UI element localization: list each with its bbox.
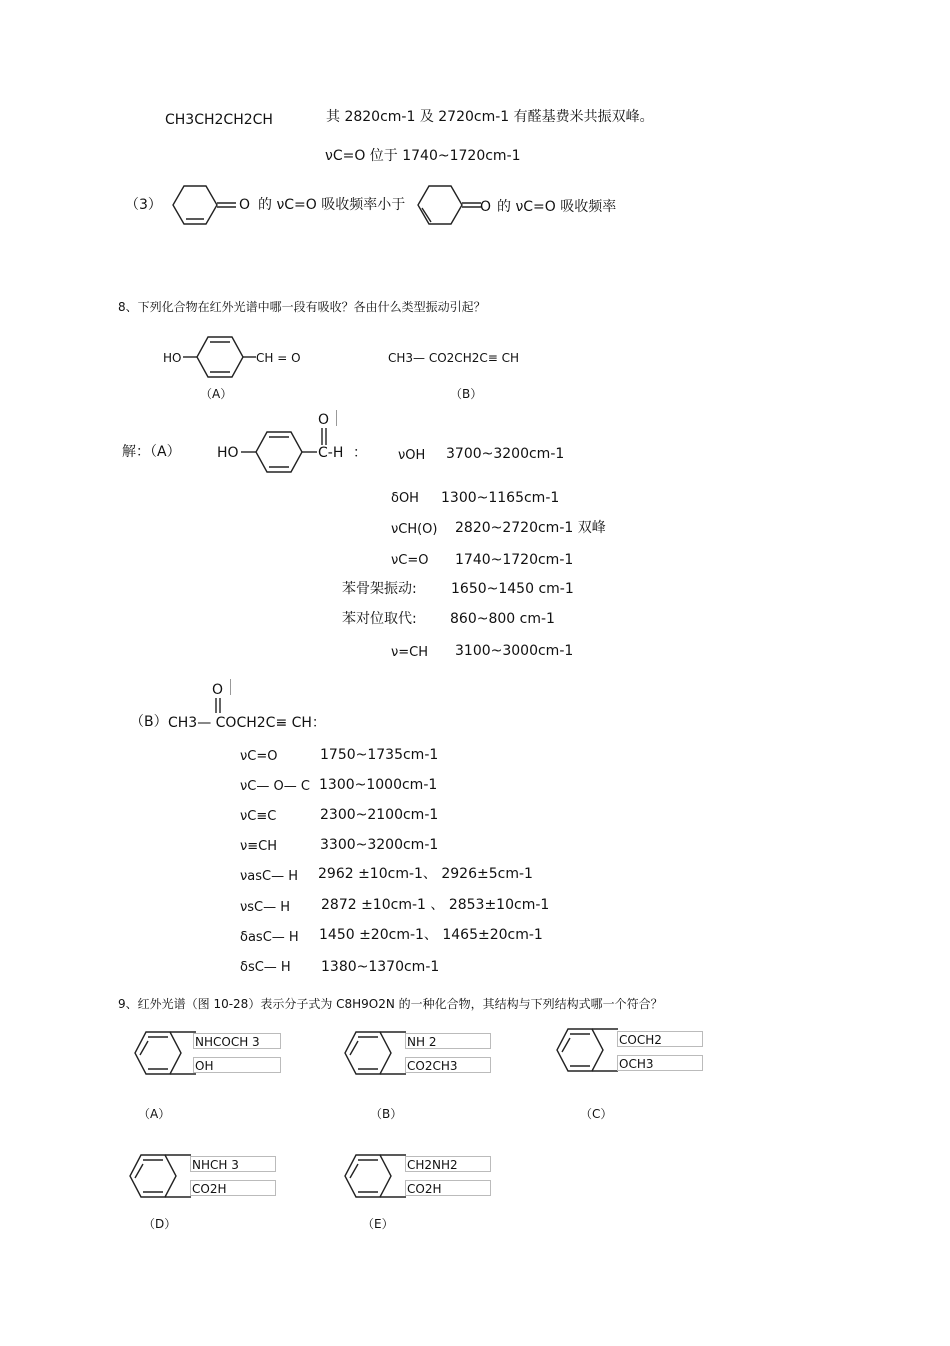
q9-a-benzene-ring [130, 1030, 198, 1080]
q3-oxygen-2: O [480, 199, 492, 215]
sol-a-row-3-name: νC=O [391, 553, 429, 568]
sol-a-colon: ： [353, 445, 367, 461]
q9-d-label: （D） [143, 1217, 177, 1231]
sol-b-formula: CH3— COCH2C≡ CH： [168, 715, 326, 731]
sol-a-row-5-value: 860~800 cm-1 [450, 611, 555, 627]
carbonyl-range-note: νC=O 位于 1740~1720cm-1 [325, 148, 521, 164]
q9-d-top-group: NHCH 3 [190, 1156, 276, 1172]
sol-b-row-3-name: ν≡CH [240, 839, 278, 854]
sol-b-row-4-value: 2962 ±10cm-1、 2926±5cm-1 [318, 866, 533, 882]
q9-e-bottom-group: CO2H [405, 1180, 491, 1196]
q8-a-ho: HO [163, 351, 182, 365]
q8-a-label: （A） [200, 387, 233, 401]
q3-oxygen-1: O [239, 197, 251, 213]
sol-b-row-3-value: 3300~3200cm-1 [320, 837, 439, 853]
q3-label: （3） [125, 197, 162, 213]
q9-b-top-group: NH 2 [405, 1033, 491, 1049]
sol-a-row-0-name: νOH [398, 448, 426, 463]
sol-b-row-2-name: νC≡C [240, 809, 277, 824]
cyclohexenone-structure-1 [170, 184, 240, 229]
sol-b-row-6-value: 1450 ±20cm-1、 1465±20cm-1 [319, 927, 543, 943]
sol-a-row-1-value: 1300~1165cm-1 [441, 490, 560, 506]
sol-a-row-4-name: 苯骨架振动: [342, 581, 417, 597]
sol-a-ho: HO [217, 445, 239, 461]
sol-a-carbonyl-double-bond [318, 427, 330, 447]
q9-c-top-group: COCH2 [617, 1031, 703, 1047]
sol-b-row-7-name: δsC— H [240, 960, 291, 975]
q9-a-bottom-group: OH [193, 1057, 281, 1073]
sol-b-frame-line [230, 679, 231, 695]
sol-b-row-0-value: 1750~1735cm-1 [320, 747, 439, 763]
q9-d-benzene-ring [125, 1153, 195, 1203]
sol-b-row-5-value: 2872 ±10cm-1 、 2853±10cm-1 [321, 897, 550, 913]
sol-b-row-7-value: 1380~1370cm-1 [321, 959, 440, 975]
sol-a-row-2-value: 2820~2720cm-1 双峰 [455, 520, 606, 536]
sol-b-carbonyl-double-bond [212, 697, 224, 715]
q9-e-benzene-ring [340, 1153, 410, 1203]
sol-b-row-6-name: δasC— H [240, 930, 299, 945]
q8-question: 8、下列化合物在红外光谱中哪一段有吸收？各由什么类型振动引起？ [118, 300, 486, 314]
sol-b-row-1-name: νC— O— C [240, 779, 310, 794]
sol-a-row-2-name: νCH(O) [391, 522, 438, 537]
butanal-formula: CH3CH2CH2CH [165, 112, 273, 128]
q8-a-benzene-ring [180, 333, 260, 381]
sol-a-ch: C-H [318, 445, 344, 461]
sol-a-prefix: 解：（A） [122, 444, 181, 460]
q9-question: 9、红外光谱（图 10-28）表示分子式为 C8H9O2N 的一种化合物，其结构与下列结构式哪一个符合？ [118, 997, 663, 1011]
q9-c-benzene-ring [552, 1027, 622, 1077]
sol-b-row-5-name: νsC— H [240, 900, 291, 915]
sol-a-row-4-value: 1650~1450 cm-1 [451, 581, 574, 597]
q9-b-label: （B） [370, 1107, 403, 1121]
aldehyde-fermi-note: 其 2820cm-1 及 2720cm-1 有醛基费米共振双峰。 [326, 109, 654, 125]
sol-a-row-1-name: δOH [391, 491, 419, 506]
sol-a-row-6-name: ν=CH [391, 645, 429, 660]
q3-text-2: 的 νC=O 吸收频率 [497, 199, 617, 215]
q9-a-label: （A） [138, 1107, 171, 1121]
sol-a-row-3-value: 1740~1720cm-1 [455, 552, 574, 568]
cyclohexenone-structure-2 [415, 184, 485, 229]
q9-e-top-group: CH2NH2 [405, 1156, 491, 1172]
q3-text-1: 的 νC=O 吸收频率小于 [258, 197, 406, 213]
sol-b-row-0-name: νC=O [240, 749, 278, 764]
q9-b-bottom-group: CO2CH3 [405, 1057, 491, 1073]
sol-a-row-5-name: 苯对位取代: [342, 611, 417, 627]
sol-a-row-0-value: 3700~3200cm-1 [446, 446, 565, 462]
sol-b-row-1-value: 1300~1000cm-1 [319, 777, 438, 793]
sol-b-carbonyl-oxygen: O [212, 682, 224, 698]
sol-b-prefix: （B） [130, 714, 168, 730]
sol-b-row-4-name: νasC— H [240, 869, 298, 884]
q9-c-label: （C） [580, 1107, 613, 1121]
q9-d-bottom-group: CO2H [190, 1180, 276, 1196]
sol-a-row-6-value: 3100~3000cm-1 [455, 643, 574, 659]
sol-a-frame-line [336, 410, 337, 426]
q8-b-formula: CH3— CO2CH2C≡ CH [388, 351, 519, 365]
q9-c-bottom-group: OCH3 [617, 1055, 703, 1071]
q8-a-aldehyde: CH = O [256, 351, 301, 365]
q8-b-label: （B） [450, 387, 483, 401]
q9-b-benzene-ring [340, 1030, 410, 1080]
sol-a-carbonyl-oxygen: O [318, 412, 330, 428]
sol-a-benzene-ring [240, 426, 320, 474]
q9-a-top-group: NHCOCH 3 [193, 1033, 281, 1049]
sol-b-row-2-value: 2300~2100cm-1 [320, 807, 439, 823]
q9-e-label: （E） [362, 1217, 394, 1231]
